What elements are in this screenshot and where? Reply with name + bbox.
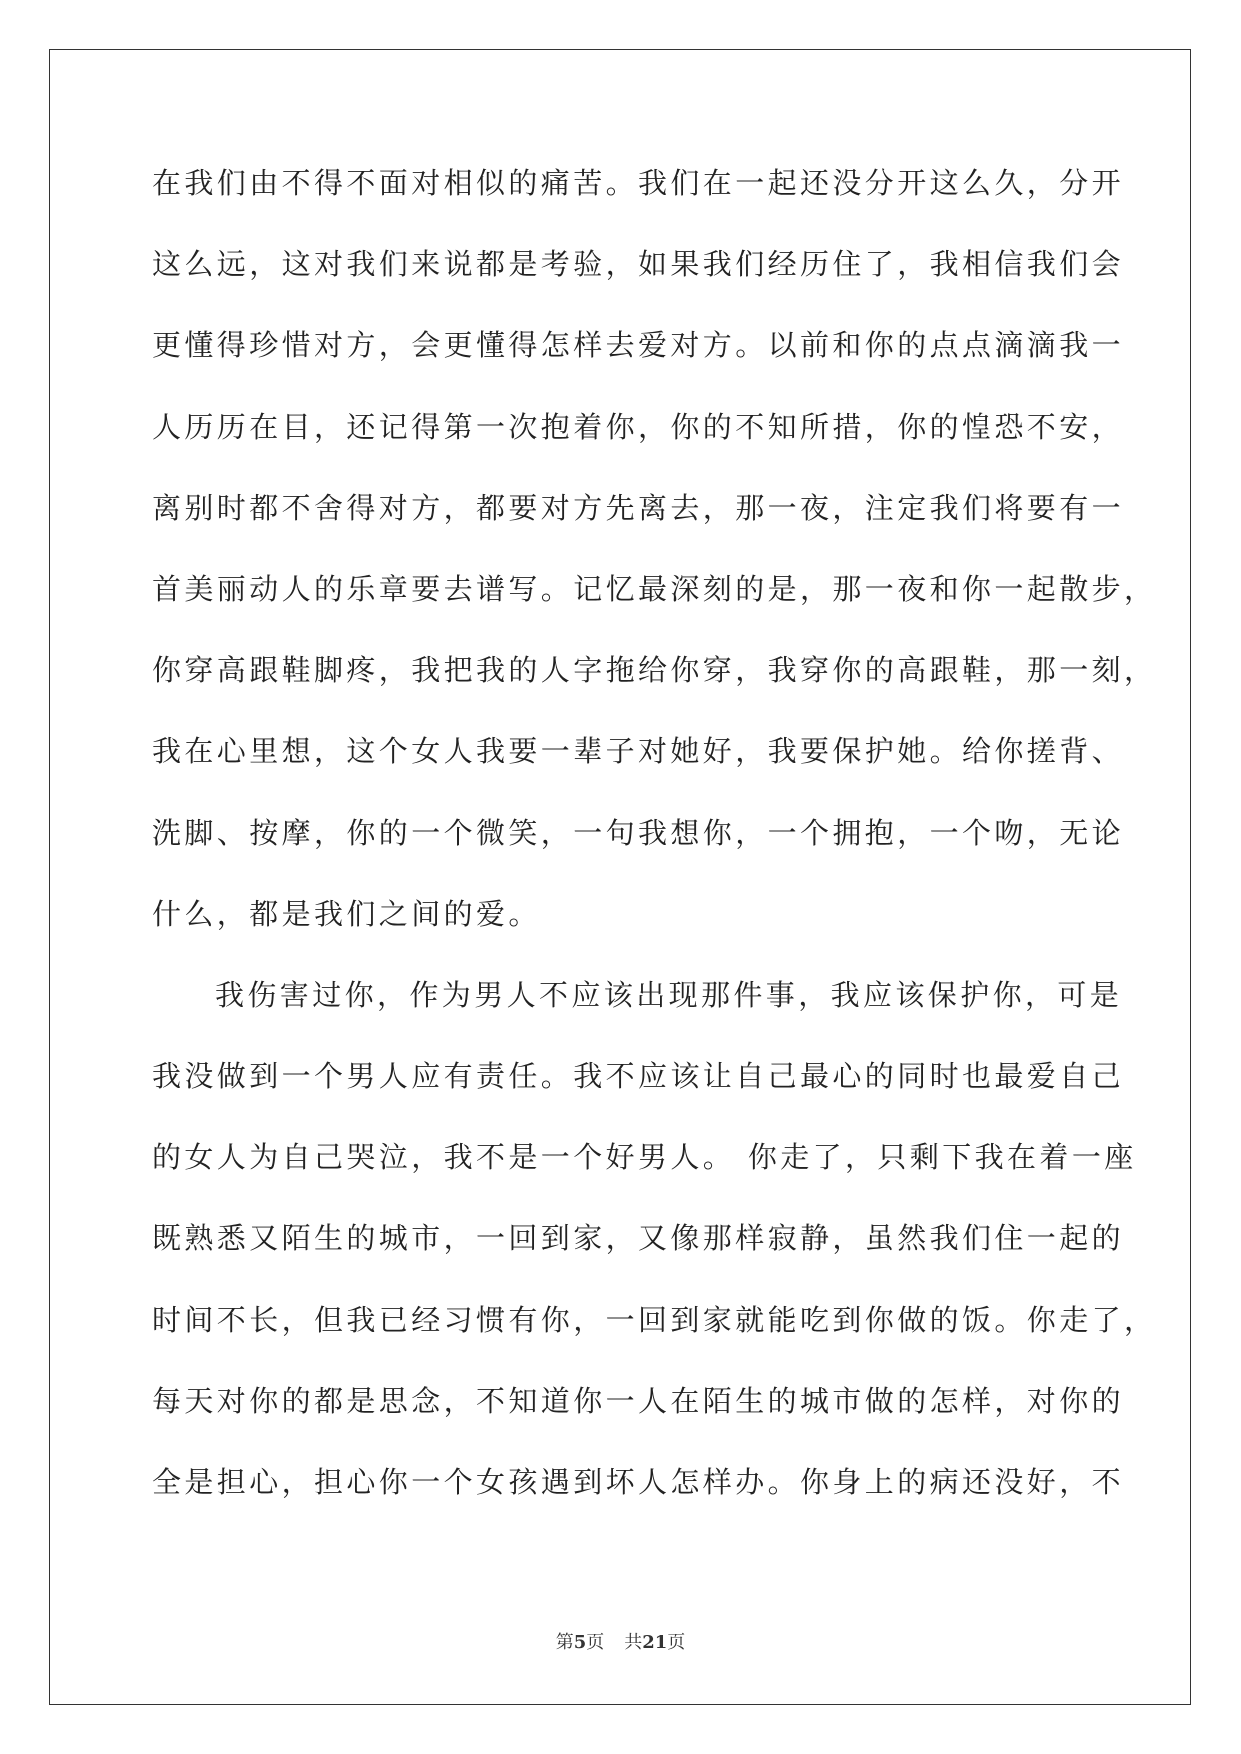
text-line: 更懂得珍惜对方，会更懂得怎样去爱对方。以前和你的点点滴滴我一 bbox=[152, 328, 1125, 363]
text-line: 的女人为自己哭泣，我不是一个好男人。 你走了，只剩下我在着一座 bbox=[152, 1140, 1137, 1175]
text-line: 离别时都不舍得对方，都要对方先离去，那一夜，注定我们将要有一 bbox=[152, 490, 1125, 525]
text-line: 洗脚、按摩，你的一个微笑，一句我想你，一个拥抱，一个吻，无论 bbox=[152, 815, 1125, 850]
text-line: 全是担心，担心你一个女孩遇到坏人怎样办。你身上的病还没好，不 bbox=[152, 1465, 1125, 1499]
text-line: 人历历在目，还记得第一次抱着你，你的不知所措，你的惶恐不安， bbox=[152, 409, 1125, 444]
text-line: 每天对你的都是思念，不知道你一人在陌生的城市做的怎样，对你的 bbox=[152, 1383, 1125, 1418]
body-text bbox=[152, 155, 1157, 1535]
text-line: 既熟悉又陌生的城市，一回到家，又像那样寂静，虽然我们住一起的 bbox=[152, 1221, 1125, 1256]
page-total: 21 bbox=[642, 1632, 668, 1653]
total-prefix: 共 bbox=[624, 1632, 643, 1653]
text-line: 你穿高跟鞋脚疼，我把我的人字拖给你穿，我穿你的高跟鞋，那一刻， bbox=[152, 653, 1157, 688]
total-suffix: 页 bbox=[667, 1632, 686, 1653]
page-suffix: 页 bbox=[586, 1632, 605, 1653]
text-line: 首美丽动人的乐章要去谱写。记忆最深刻的是，那一夜和你一起散步， bbox=[152, 571, 1157, 606]
text-line: 我没做到一个男人应有责任。我不应该让自己最心的同时也最爱自己 bbox=[152, 1059, 1125, 1094]
paragraph-start-line: 我伤害过你，作为男人不应该出现那件事，我应该保护你，可是 bbox=[215, 977, 1123, 1012]
text-line: 这么远，这对我们来说都是考验，如果我们经历住了，我相信我们会 bbox=[152, 247, 1125, 282]
page-current: 5 bbox=[573, 1632, 587, 1653]
page-footer bbox=[0, 1628, 1241, 1654]
page-prefix: 第 bbox=[555, 1632, 574, 1653]
text-line: 时间不长，但我已经习惯有你，一回到家就能吃到你做的饭。你走了， bbox=[152, 1302, 1157, 1337]
text-line: 在我们由不得不面对相似的痛苦。我们在一起还没分开这么久，分开 bbox=[152, 166, 1125, 200]
text-line: 我在心里想，这个女人我要一辈子对她好，我要保护她。给你搓背、 bbox=[152, 734, 1125, 769]
text-line: 什么，都是我们之间的爱。 bbox=[152, 896, 541, 931]
